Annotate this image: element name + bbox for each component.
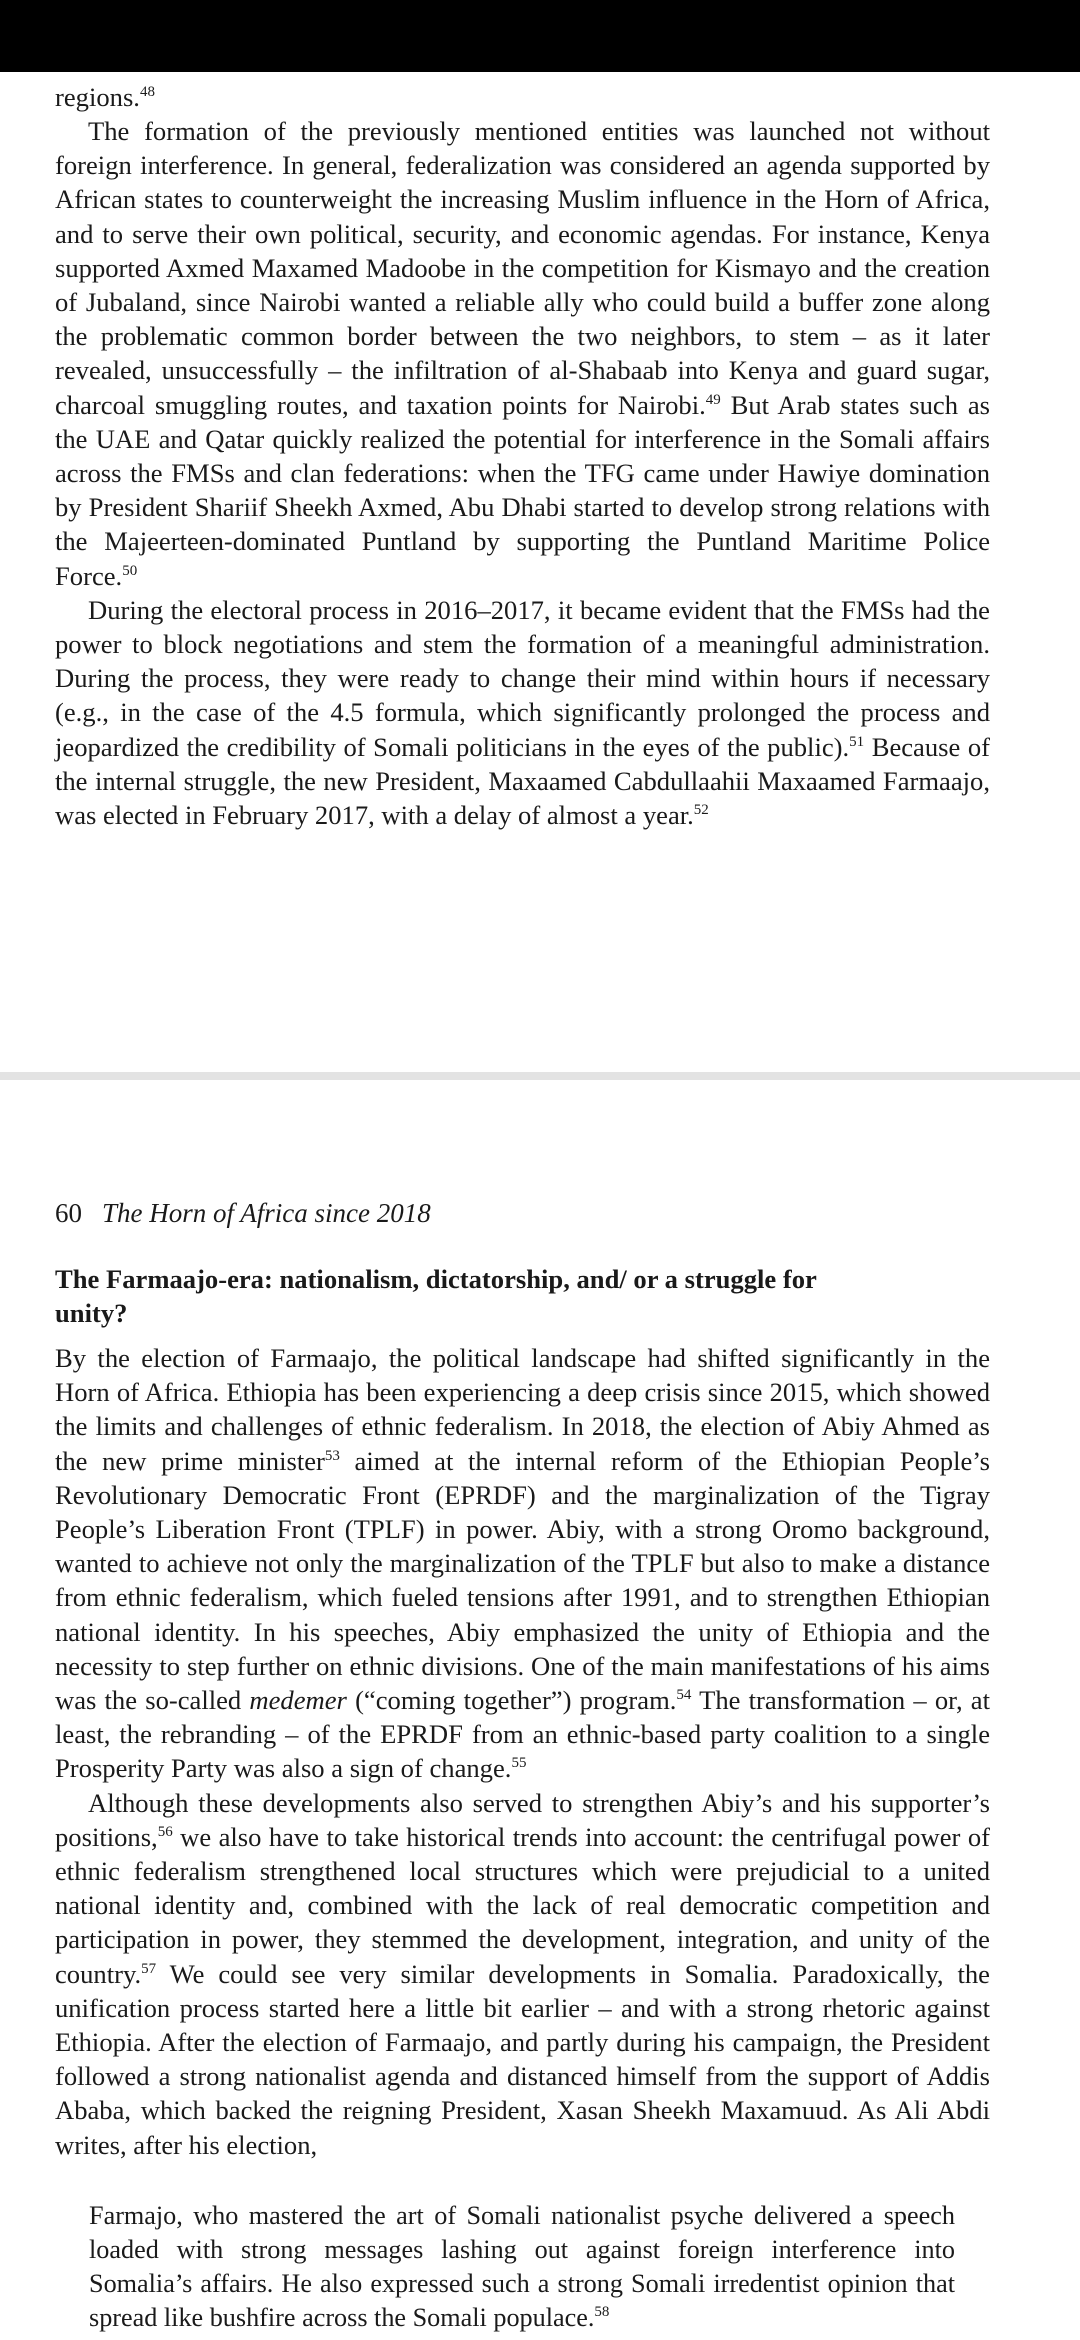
footnote-ref[interactable]: 58: [594, 2304, 610, 2320]
footnote-ref[interactable]: 55: [511, 1755, 527, 1772]
italic-term: medemer: [249, 1685, 347, 1716]
paragraph: Although these developments also served to strengthen Abiy’s and his supporter’s positions,$^{56}$ we also have to take historical trends into account: the centrifugal power of ethnic federalism strengthened local structures which were prejudicial to a united national identity and, combined with the lack of real democratic competition and participation in power, they stemmed the development, integration, and unity of the country.$^{57}$ We could see very similar developments in Somalia. Paradoxically, the unification process started here a little bit earlier – and with a strong rhetoric against Ethiopia. After the election of Farmaajo, and partly during his campaign, the President followed a strong nationalist agenda and distanced himself from the support of Addis Ababa, which backed the reigning President, Xasan Sheekh Maxamuud. As Ali Abdi writes, after his election,: [55, 1787, 990, 2160]
page-number: 60: [55, 1198, 82, 1228]
footnote-ref[interactable]: 57: [141, 1960, 157, 1977]
footnote-ref[interactable]: 53: [324, 1447, 340, 1464]
footnote-ref[interactable]: 50: [122, 562, 138, 579]
body-text-top: [55, 114, 990, 832]
running-title: The Horn of Africa since 2018: [102, 1198, 431, 1228]
running-header: [55, 1196, 431, 1230]
continuation-line: regions.$^{48}$: [55, 82, 155, 112]
paragraph: By the election of Farmaajo, the political landscape had shifted significantly in the Horn of Africa. Ethiopia has been experiencing a deep crisis since 2015, which showed the limits and challenges of ethnic federalism. In 2018, the election of Abiy Ahmed as the new prime minister$^{53}$ aimed at the internal reform of the Ethiopian People’s Revolutionary Democratic Front (EPRDF) and the marginalization of the Tigray People’s Liberation Front (TPLF) in power. Abiy, with a strong Oromo background, wanted to achieve not only the marginalization of the TPLF but also to make a distance from ethnic federalism, which fueled tensions after 1991, and to strengthen Ethiopian national identity. In his speeches, Abiy emphasized the unity of Ethiopia and the necessity to step further on ethnic divisions. One of the main manifestations of his aims was the so-called medemer (“coming together”) program.$^{54}$ The transformation – or, at least, the rebranding – of the EPRDF from an ethnic-based party coalition to a single Prosperity Party was also a sign of change.$^{55}$: [55, 1343, 990, 1784]
block-quote: Farmajo, who mastered the art of Somali nationalist psyche delivered a speech loaded with strong messages lashing out against foreign interference into Somalia’s affairs. He also expressed such a strong Somali irredentist opinion that spread like bushfire across the Somali populace.$^{58}$: [89, 2201, 955, 2332]
body-text-bottom: [55, 1341, 990, 2162]
footnote-ref[interactable]: 54: [676, 1687, 692, 1704]
paragraph: During the electoral process in 2016–2017, it became evident that the FMSs had the power to block negotiations and stem the formation of a meaningful administration. During the process, they were ready to change their mind within hours if necessary (e.g., in the case of the 4.5 formula, which significantly prolonged the process and jeopardized the credibility of Somali politicians in the eyes of the public).$^{51}$ Because of the internal struggle, the new President, Maxaamed Cabdullaahii Maxaamed Farmaajo, was elected in February 2017, with a delay of almost a year.$^{52}$: [55, 594, 990, 831]
footnote-ref[interactable]: 48: [139, 84, 155, 100]
page-divider: [0, 1072, 1080, 1080]
footnote-ref[interactable]: 52: [693, 802, 709, 819]
footnote-ref[interactable]: 51: [849, 733, 865, 750]
paragraph: The formation of the previously mentioned entities was launched not without foreign interference. In general, federalization was considered an agenda supported by African states to counterweight the increasing Muslim influence in the Horn of Africa, and to serve their own political, security, and economic agendas. For instance, Kenya supported Axmed Maxamed Madoobe in the competition for Kismayo and the creation of Jubaland, since Nairobi wanted a reliable ally who could build a buffer zone along the problematic common border between the two neighbors, to stem – as it later revealed, unsuccessfully – the infiltration of al-Shabaab into Kenya and guard sugar, charcoal smuggling routes, and taxation points for Nairobi.$^{49}$ But Arab states such as the UAE and Qatar quickly realized the potential for interference in the Somali affairs across the FMSs and clan federations: when the TFG came under Hawiye domination by President Shariif Sheekh Axmed, Abu Dhabi started to develop strong relations with the Majeerteen-dominated Puntland by supporting the Puntland Maritime Police Force.$^{50}$: [55, 116, 991, 591]
footnote-ref[interactable]: 49: [705, 391, 721, 408]
footnote-ref[interactable]: 56: [157, 1823, 173, 1840]
section-heading: The Farmaajo-era: nationalism, dictatorship, and/ or a struggle for unity?: [55, 1264, 817, 1328]
viewer-top-bar: [0, 0, 1080, 72]
